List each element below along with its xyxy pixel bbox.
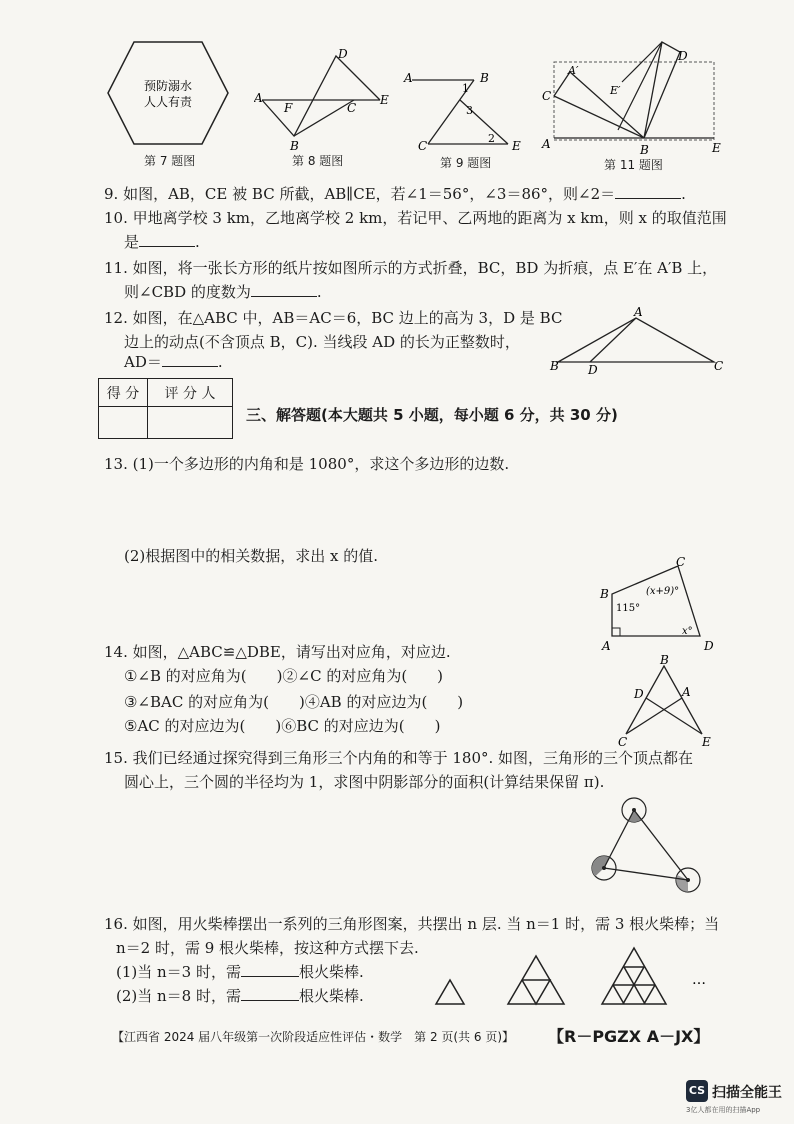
label-B: B	[550, 359, 559, 373]
question-14-line2: ①∠B 的对应角为( )②∠C 的对应角为( )	[124, 667, 444, 685]
score-box	[98, 378, 233, 439]
angle-b-label: 115°	[616, 603, 641, 614]
label-F: F	[284, 101, 293, 115]
label-E: E	[512, 139, 521, 153]
label-A: A	[682, 685, 691, 699]
figure-15-circles-triangle	[584, 796, 716, 902]
label-E: E	[380, 93, 389, 107]
label-C: C	[676, 555, 686, 569]
question-16-part1: (1)当 n＝3 时，需 根火柴棒.	[116, 963, 364, 981]
label-A: A	[634, 306, 643, 319]
label-D: D	[704, 639, 714, 653]
section-3-title: 三、解答题(本大题共 5 小题，每小题 6 分，共 30 分)	[246, 406, 618, 424]
answer-blank-16-2[interactable]	[241, 986, 299, 1001]
question-13-part1: 13. (1)一个多边形的内角和是 1080°，求这个多边形的边数.	[104, 455, 510, 473]
figure-8-caption: 第 8 题图	[292, 154, 344, 168]
figure-7-caption: 第 7 题图	[144, 154, 196, 168]
question-11-line2: 则∠CBD 的度数为 .	[124, 283, 322, 301]
angle-3: 3	[466, 104, 473, 117]
label-E: E	[712, 141, 721, 155]
question-16-part2: (2)当 n＝8 时，需 根火柴棒.	[116, 987, 364, 1005]
ellipsis: …	[692, 972, 706, 988]
score-cell[interactable]	[99, 407, 148, 439]
label-A: A	[542, 137, 551, 151]
grader-label: 评 分 人	[148, 379, 233, 407]
label-D: D	[338, 47, 348, 61]
angle-1: 1	[462, 82, 469, 95]
answer-blank-10[interactable]	[139, 232, 195, 247]
answer-blank-9[interactable]	[615, 184, 681, 199]
figure-8	[254, 44, 394, 154]
label-B: B	[640, 143, 649, 156]
label-E-prime: E′	[610, 84, 621, 97]
figure-14-triangles	[614, 652, 724, 748]
question-10-line1: 10. 甲地离学校 3 km，乙地离学校 2 km，若记甲、乙两地的距离为 x km，则 x 的取值范围	[104, 209, 727, 227]
question-12-line3: AD＝ .	[124, 353, 223, 371]
figure-16-matchstick-triangles	[434, 944, 714, 1010]
question-15-line2: 圆心上，三个圆的半径均为 1，求图中阴影部分的面积(计算结果保留 π).	[124, 773, 605, 791]
figure-11-caption: 第 11 题图	[604, 158, 663, 172]
sign-text-1: 预防溺水	[143, 79, 193, 93]
question-14-line4: ⑤AC 的对应边为( )⑥BC 的对应边为( )	[124, 717, 441, 735]
question-9: 9. 如图，AB，CE 被 BC 所截，AB∥CE，若∠1＝56°，∠3＝86°，则∠2＝ .	[104, 185, 686, 203]
question-12-line1: 12. 如图，在△ABC 中，AB＝AC＝6，BC 边上的高为 3，D 是 BC	[104, 309, 563, 327]
camscanner-logo-icon: CS	[686, 1080, 708, 1102]
question-15-line1: 15. 我们已经通过探究得到三角形三个内角的和等于 180°. 如图，三角形的三个顶点都在	[104, 749, 694, 767]
label-D: D	[634, 687, 644, 701]
label-C: C	[618, 735, 628, 748]
exam-code: 【R－PGZX A－JX】	[548, 1027, 710, 1046]
figure-7-hexagon	[104, 38, 232, 148]
question-13-part2: (2)根据图中的相关数据，求出 x 的值.	[124, 547, 379, 565]
page-footer: 【江西省 2024 届八年级第一次阶段适应性评估・数学 第 2 页(共 6 页)】	[112, 1030, 515, 1044]
figure-11	[536, 38, 726, 156]
score-label: 得 分	[99, 379, 148, 407]
question-14-line1: 14. 如图，△ABC≌△DBE，请写出对应角，对应边.	[104, 643, 451, 661]
figure-9-caption: 第 9 题图	[440, 156, 492, 170]
label-C: C	[347, 101, 357, 115]
label-D: D	[678, 49, 688, 63]
label-A: A	[404, 71, 413, 85]
label-C: C	[714, 359, 724, 373]
figure-13-quadrilateral	[594, 554, 724, 654]
angle-c-label: (x+9)°	[646, 586, 680, 597]
label-D: D	[588, 363, 598, 376]
angle-2: 2	[488, 132, 495, 145]
label-B: B	[290, 139, 299, 153]
question-14-line3: ③∠BAC 的对应角为( )④AB 的对应边为( )	[124, 693, 464, 711]
question-11-line1: 11. 如图，将一张长方形的纸片按如图所示的方式折叠，BC，BD 为折痕，点 E′在 A′B 上，	[104, 259, 718, 277]
answer-blank-16-1[interactable]	[241, 962, 299, 977]
angle-d-label: x°	[682, 626, 693, 637]
label-C: C	[418, 139, 428, 153]
label-B: B	[600, 587, 609, 601]
label-E: E	[702, 735, 711, 748]
label-A: A	[254, 91, 263, 105]
figure-12-triangle	[548, 306, 728, 376]
scanner-app-name: 扫描全能王	[712, 1085, 782, 1101]
scanner-tagline: 3亿人都在用的扫描App	[686, 1106, 761, 1114]
question-10-line2: 是 .	[124, 233, 200, 251]
label-B: B	[480, 71, 489, 85]
answer-blank-11[interactable]	[251, 282, 317, 297]
label-A-prime: A′	[568, 64, 579, 77]
label-B: B	[660, 653, 669, 667]
question-12-line2: 边上的动点(不含顶点 B，C). 当线段 AD 的长为正整数时，	[124, 333, 520, 351]
grader-cell[interactable]	[148, 407, 233, 439]
question-16-line2: n＝2 时，需 9 根火柴棒，按这种方式摆下去.	[116, 939, 419, 957]
question-16-line1: 16. 如图，用火柴棒摆出一系列的三角形图案，共摆出 n 层. 当 n＝1 时，需 3 根火柴棒；当	[104, 915, 720, 933]
label-A: A	[602, 639, 611, 653]
figure-9	[400, 66, 530, 156]
sign-text-2: 人人有责	[143, 95, 193, 109]
label-C: C	[542, 89, 552, 103]
answer-blank-12[interactable]	[162, 352, 218, 367]
